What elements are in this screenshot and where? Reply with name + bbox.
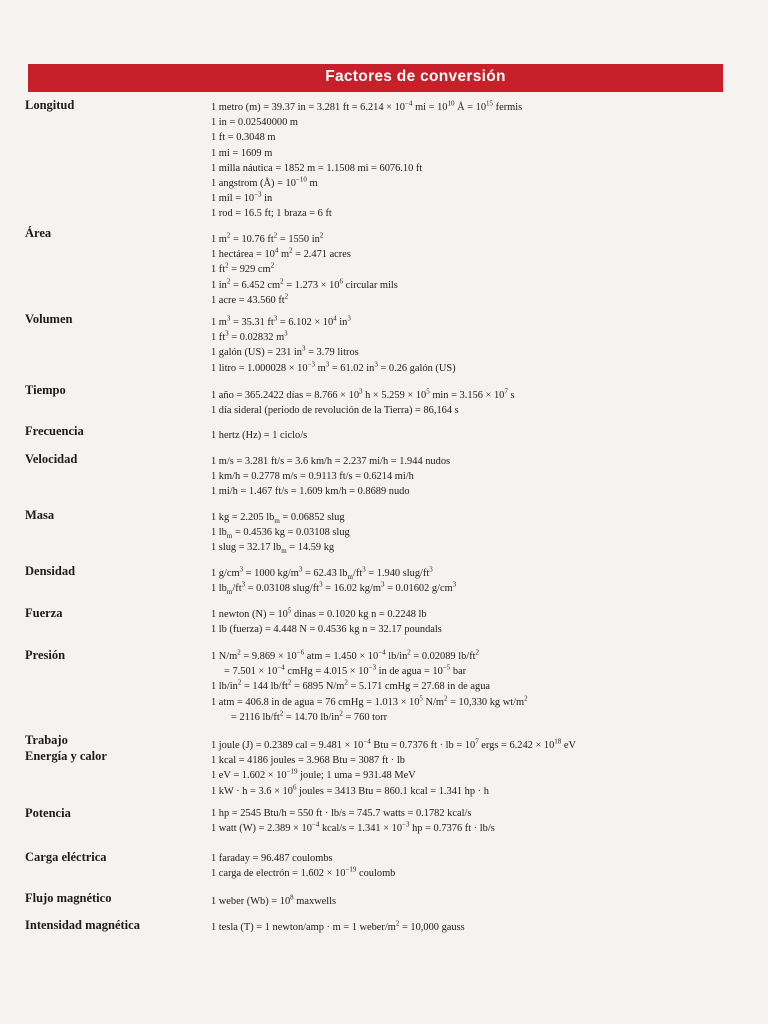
section-label: Trabajo Energía y calor [25,733,107,763]
conversion-line: 1 weber $(Wb) = 10^8$ maxwells [211,893,337,907]
conversion-line: 1 slug = 32.17 $lb_m = 14.59$ kg [211,542,335,556]
section-lines [211,428,751,443]
conversion-line: 1 $lb/in^2 = 144$ $lb/ft^2 = 6895$ $N/m^2 = 5.171$ cmHg = 27.68 in de agua [211,678,490,693]
page-title: Factores de conversión [325,68,506,85]
section-label: Longitud [25,98,75,112]
section-lines [211,894,751,909]
section-label: Intensidad magnética [25,918,140,932]
section-lines [211,388,751,418]
conversion-line: 1 kcal = 4186 joules = 3.968 Btu = 3087 ft · lb [211,755,405,767]
section-lines [211,920,751,935]
conversion-line: 1 galón (US) = 231 $in^3 = 3.79$ litros [211,344,359,359]
conversion-line: 1 acre = 43.560 $ft^2$ [211,292,289,306]
section-lines [211,566,751,596]
section-label: Fuerza [25,606,63,620]
section-label: Potencia [25,806,71,820]
header-banner [28,64,723,92]
section-label: Frecuencia [25,424,84,438]
conversion-line: 1 $m^3 = 35.31$ $ft^3 = 6.102 \times 10^4$ $in^3$ [211,314,351,328]
conversion-line: 1 carga de electrón = $1.602 \times 10^{-19}$ coulomb [211,865,396,880]
conversion-line: 1 kW · $h = 3.6 \times 10^6$ joules = 3413 Btu = 860.1 kcal = 1.341 hp · h [211,783,489,797]
conversion-line: 1 eV = $1.602 \times 10^{-19}$ joule; 1 uma = 931.48 MeV [211,767,416,782]
section-label: Velocidad [25,452,78,466]
section-lines [211,607,751,637]
section-label: Densidad [25,564,76,578]
conversion-line: 1 mi = 1609 m [211,147,273,159]
conversion-line: 1 hertz (Hz) = 1 ciclo/s [211,430,308,441]
section-lines [211,738,751,799]
conversion-line: 1 $N/m^2 = 9.869 \times 10^{-6}$ atm = $1.450 \times 10^{-4}$ $lb/in^2 = 0.02089$ $lb/ft^2$ [211,648,480,662]
conversion-line: 1 mi/h = 1.467 ft/s = 1.609 km/h = 0.8689 nudo [211,486,410,498]
conversion-line: 1 milla náutica = 1852 m = 1.1508 mi = 6076.10 ft [211,162,423,174]
conversion-line: 1 atm = 406.8 in de agua = 76 cmHg = $1.013 \times 10^5$ $N/m^2 = 10,330$ kg $wt/m^2$ [211,694,528,708]
section-lines [211,100,751,222]
conversion-line: = $7.501 \times 10^{-4}$ cmHg = $4.015 \times 10^{-3}$ in de agua = $10^{-5}$ bar [224,663,467,678]
conversion-line: 1 newton $(N) = 10^5$ dinas = 0.1020 kg n = 0.2248 lb [211,606,427,620]
conversion-line: 1 metro (m) = 39.37 in = 3.281 ft = $6.214 \times 10^{-4}$ mi = $10^{10}$ Å = $10^{15}$ fermis [211,99,523,113]
conversion-line: 1 $m^2 = 10.76$ $ft^2 = 1550$ $in^2$ [211,231,324,245]
conversion-line: 1 km/h = 0.2778 m/s = 0.9113 ft/s = 0.6214 mi/h [211,471,414,483]
conversion-line: 1 $ft^2 = 929$ $cm^2$ [211,261,275,276]
section-label: Presión [25,648,66,662]
conversion-line: 1 joule (J) = 0.2389 cal = $9.481 \times 10^{-4}$ Btu = 0.7376 ft · lb = $10^7$ ergs = $6.242 \times 10^{18}$ eV [211,737,577,751]
conversion-line: 1 in = 0.02540000 m [211,117,298,129]
section-label: Masa [25,508,55,522]
section-lines [211,851,751,881]
section-label: Área [25,226,52,240]
conversion-line: 1 kg = 2.205 $lb_m = 0.06852$ slug [211,512,345,526]
conversion-line: 1 $lb_m/ft^3 = 0.03108$ slug/$ft^3 = 16.02$ $kg/m^3 = 0.01602$ $g/cm^3$ [211,580,457,597]
conversion-line: 1 lb (fuerza) = 4.448 N = 0.4536 kg n = 32.17 poundals [211,624,442,636]
section-lines [211,232,751,308]
section-label: Tiempo [25,383,66,397]
section-label: Flujo magnético [25,891,112,905]
conversion-line: 1 mil = $10^{-3}$ in [211,190,273,205]
conversion-line: 1 hectárea = $10^4$ $m^2 = 2.471$ acres [211,246,351,261]
conversion-line: 1 watt $(W) = 2.389 \times 10^{-4}$ kcal/s = $1.341 \times 10^{-3}$ hp = 0.7376 ft · lb/s [211,820,495,835]
section-lines [211,454,751,500]
conversion-line: 1 año = 365.2422 días = $8.766 \times 10^3$ $h \times 5.259 \times 10^5$ $\min = 3.156 \times 10^7$ s [211,387,515,401]
conversion-line: 1 litro = $1.000028 \times 10^{-3}$ $m^3 = 61.02$ $in^3 = 0.26$ galón (US) [211,360,456,374]
conversion-line: 1 $ft^3 = 0.02832$ $m^3$ [211,329,288,344]
conversion-line: = 2116 $lb/ft^2 = 14.70$ $lb/in^2 = 760$ torr [231,709,388,723]
section-lines [211,315,751,376]
conversion-line: 1 tesla (T) = 1 newton/amp · m = 1 weber/$m^2 = 10,000$ gauss [211,919,465,933]
section-label: Carga eléctrica [25,850,107,864]
conversion-line: 1 angstrom (Å) = $10^{-10}$ m [211,175,318,190]
conversion-line: 1 ft = 0.3048 m [211,132,276,144]
conversion-line: 1 $lb_m = 0.4536$ kg = 0.03108 slug [211,527,350,541]
section-lines [211,806,751,836]
conversion-line: 1 faraday = 96.487 coulombs [211,853,333,864]
section-lines [211,649,751,725]
conversion-line: 1 hp = 2545 Btu/h = 550 ft · lb/s = 745.7 watts = 0.1782 kcal/s [211,808,472,819]
conversion-line: 1 m/s = 3.281 ft/s = 3.6 km/h = 2.237 mi/h = 1.944 nudos [211,456,451,467]
conversion-line: 1 $g/cm^3 = 1000$ $kg/m^3 = 62.43$ $lb_m/ft^3 = 1.940$ slug/$ft^3$ [211,565,433,582]
section-label: Volumen [25,312,73,326]
conversion-line: 1 día sideral (periodo de revolución de la Tierra) = 86,164 s [211,405,459,417]
conversion-line: 1 $in^2 = 6.452$ $cm^2 = 1.273 \times 10^6$ circular mils [211,277,398,291]
section-lines [211,510,751,556]
conversion-line: 1 rod = 16.5 ft; 1 braza = 6 ft [211,208,332,220]
